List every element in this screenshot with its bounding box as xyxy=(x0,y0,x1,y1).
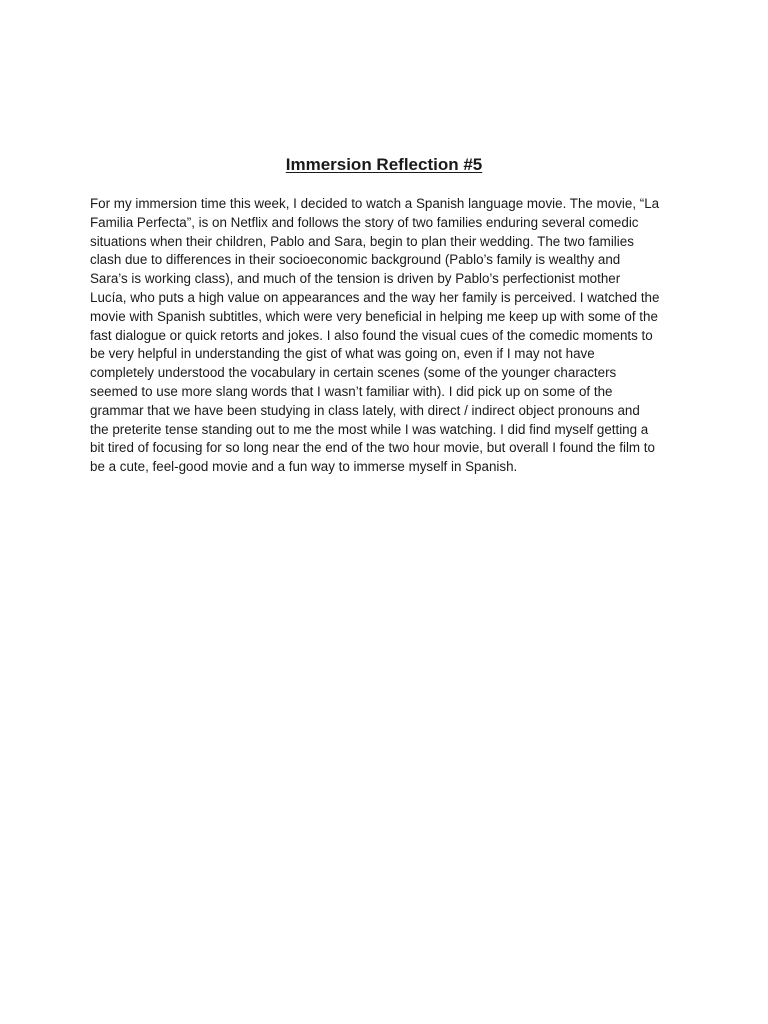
paragraph-line: clash due to differences in their socioeconomic background (Pablo’s family is wealthy and xyxy=(90,252,621,268)
paragraph-line: Familia Perfecta”, is on Netflix and follows the story of two families enduring several comedic xyxy=(90,214,639,230)
paragraph-line: Lucía, who puts a high value on appearances and the way her family is perceived. I watched the xyxy=(90,289,660,305)
paragraph-line: situations when their children, Pablo and Sara, begin to plan their wedding. The two families xyxy=(90,233,634,249)
reflection-paragraph xyxy=(90,195,690,477)
document-title: Immersion Reflection #5 xyxy=(285,155,483,174)
paragraph-line: For my immersion time this week, I decided to watch a Spanish language movie. The movie, “La xyxy=(90,196,660,211)
paragraph-line: movie with Spanish subtitles, which were very beneficial in helping me keep up with some of the xyxy=(90,308,658,324)
paragraph-line: be very helpful in understanding the gist of what was going on, even if I may not have xyxy=(90,346,595,362)
paragraph-line: Sara’s is working class), and much of the tension is driven by Pablo’s perfectionist mother xyxy=(90,271,621,287)
paragraph-line: bit tired of focusing for so long near the end of the two hour movie, but overall I found the film to xyxy=(90,440,655,456)
paragraph-line: seemed to use more slang words that I wasn’t familiar with). I did pick up on some of the xyxy=(90,383,613,399)
paragraph-line: the preterite tense standing out to me the most while I was watching. I did find myself getting a xyxy=(90,421,649,437)
paragraph-line: be a cute, feel-good movie and a fun way to immerse myself in Spanish. xyxy=(90,459,518,475)
paragraph-line: fast dialogue or quick retorts and jokes. I also found the visual cues of the comedic moments to xyxy=(90,327,653,343)
paragraph-line: completely understood the vocabulary in certain scenes (some of the younger characters xyxy=(90,365,617,381)
paragraph-line: grammar that we have been studying in class lately, with direct / indirect object pronouns and xyxy=(90,402,640,418)
